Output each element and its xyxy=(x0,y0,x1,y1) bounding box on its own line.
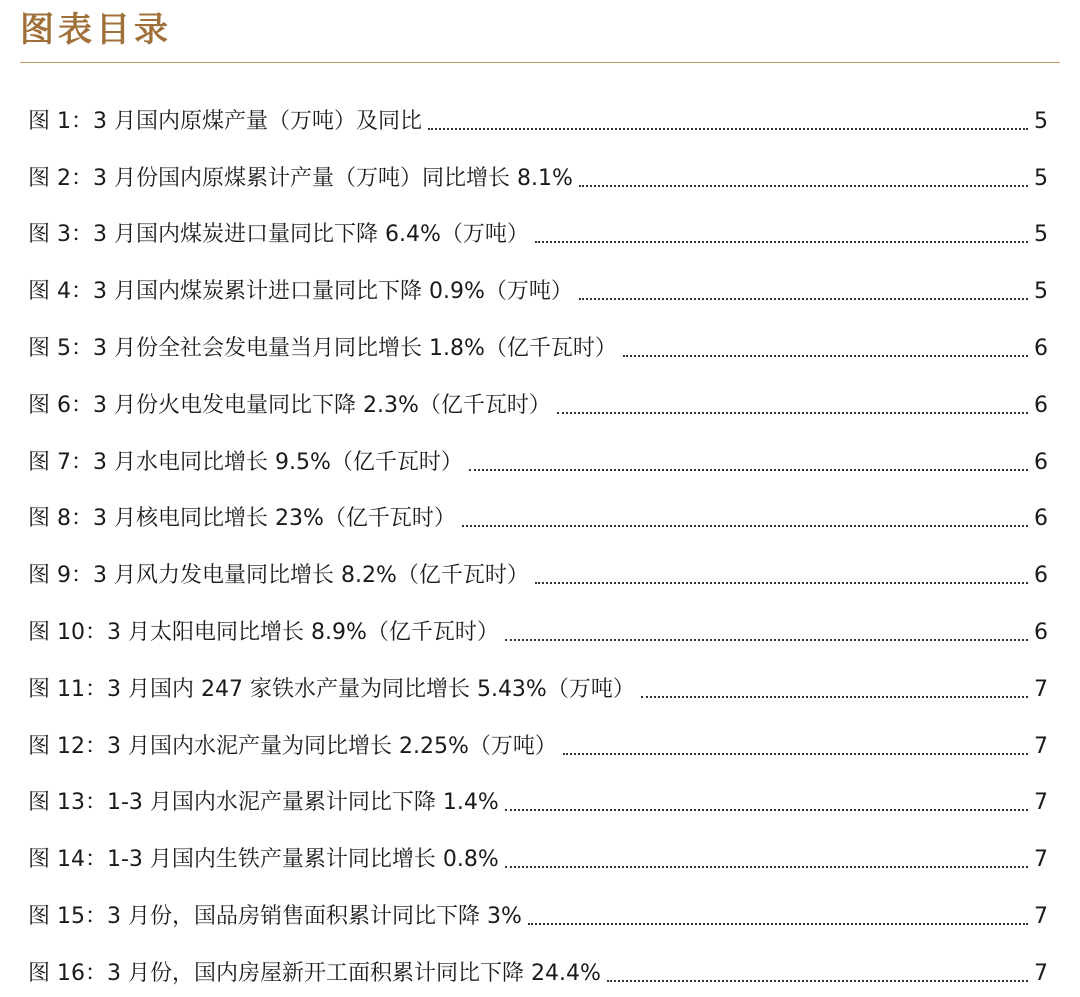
toc-entry-page: 5 xyxy=(1034,222,1048,248)
dot-leader xyxy=(557,412,1028,414)
toc-entry-page: 7 xyxy=(1034,903,1048,929)
dot-leader xyxy=(505,809,1028,811)
dot-leader xyxy=(535,241,1028,243)
toc-entry[interactable] xyxy=(28,713,1048,770)
toc-entry[interactable] xyxy=(28,372,1048,429)
toc-entry-text: 图 9：3 月风力发电量同比增长 8.2%（亿千瓦时） xyxy=(28,563,529,589)
toc-entry[interactable] xyxy=(28,315,1048,372)
toc-entry-page: 7 xyxy=(1034,790,1048,816)
toc-entry-text: 图 2：3 月份国内原煤累计产量（万吨）同比增长 8.1% xyxy=(28,165,573,191)
dot-leader xyxy=(469,469,1028,471)
dot-leader xyxy=(528,923,1028,925)
toc-entry-text: 图 8：3 月核电同比增长 23%（亿千瓦时） xyxy=(28,506,456,532)
toc-entry-page: 6 xyxy=(1034,619,1048,645)
toc-entry[interactable] xyxy=(28,770,1048,827)
toc-entry[interactable] xyxy=(28,486,1048,543)
toc-entry-page: 6 xyxy=(1034,335,1048,361)
toc-entry-text: 图 4：3 月国内煤炭累计进口量同比下降 0.9%（万吨） xyxy=(28,279,573,305)
toc-entry-text: 图 11：3 月国内 247 家铁水产量为同比增长 5.43%（万吨） xyxy=(28,676,635,702)
toc-entry[interactable] xyxy=(28,258,1048,315)
figure-list xyxy=(28,88,1048,997)
toc-entry-page: 7 xyxy=(1034,960,1048,986)
toc-entry-text: 图 6：3 月份火电发电量同比下降 2.3%（亿千瓦时） xyxy=(28,392,551,418)
dot-leader xyxy=(579,185,1028,187)
toc-entry-page: 6 xyxy=(1034,563,1048,589)
page-title: 图表目录 xyxy=(20,10,172,50)
toc-entry-text: 图 5：3 月份全社会发电量当月同比增长 1.8%（亿千瓦时） xyxy=(28,335,617,361)
toc-entry-page: 6 xyxy=(1034,392,1048,418)
toc-entry[interactable] xyxy=(28,429,1048,486)
toc-entry[interactable] xyxy=(28,202,1048,259)
dot-leader xyxy=(505,639,1028,641)
toc-entry[interactable] xyxy=(28,883,1048,940)
title-divider xyxy=(20,62,1060,63)
dot-leader xyxy=(623,355,1028,357)
toc-entry-text: 图 3：3 月国内煤炭进口量同比下降 6.4%（万吨） xyxy=(28,222,529,248)
dot-leader xyxy=(563,753,1028,755)
dot-leader xyxy=(428,128,1028,130)
dot-leader xyxy=(505,866,1028,868)
toc-entry-page: 5 xyxy=(1034,108,1048,134)
toc-entry-page: 7 xyxy=(1034,733,1048,759)
toc-entry-text: 图 10：3 月太阳电同比增长 8.9%（亿千瓦时） xyxy=(28,619,499,645)
toc-entry[interactable] xyxy=(28,88,1048,145)
dot-leader xyxy=(535,582,1028,584)
toc-entry-page: 7 xyxy=(1034,676,1048,702)
dot-leader xyxy=(462,525,1028,527)
toc-entry-page: 5 xyxy=(1034,165,1048,191)
dot-leader xyxy=(579,298,1028,300)
toc-entry[interactable] xyxy=(28,542,1048,599)
toc-entry-text: 图 16：3 月份，国内房屋新开工面积累计同比下降 24.4% xyxy=(28,960,601,986)
toc-entry-text: 图 13：1-3 月国内水泥产量累计同比下降 1.4% xyxy=(28,790,499,816)
toc-entry-text: 图 1：3 月国内原煤产量（万吨）及同比 xyxy=(28,108,422,134)
toc-entry-text: 图 15：3 月份，国品房销售面积累计同比下降 3% xyxy=(28,903,522,929)
toc-entry[interactable] xyxy=(28,599,1048,656)
dot-leader xyxy=(607,980,1028,982)
dot-leader xyxy=(641,696,1028,698)
toc-entry[interactable] xyxy=(28,826,1048,883)
toc-entry-page: 6 xyxy=(1034,449,1048,475)
toc-entry-text: 图 14：1-3 月国内生铁产量累计同比增长 0.8% xyxy=(28,847,499,873)
toc-entry-text: 图 12：3 月国内水泥产量为同比增长 2.25%（万吨） xyxy=(28,733,557,759)
toc-entry[interactable] xyxy=(28,656,1048,713)
toc-entry-page: 6 xyxy=(1034,506,1048,532)
toc-entry-page: 5 xyxy=(1034,279,1048,305)
toc-entry[interactable] xyxy=(28,145,1048,202)
toc-entry[interactable] xyxy=(28,940,1048,997)
toc-entry-page: 7 xyxy=(1034,847,1048,873)
toc-entry-text: 图 7：3 月水电同比增长 9.5%（亿千瓦时） xyxy=(28,449,463,475)
